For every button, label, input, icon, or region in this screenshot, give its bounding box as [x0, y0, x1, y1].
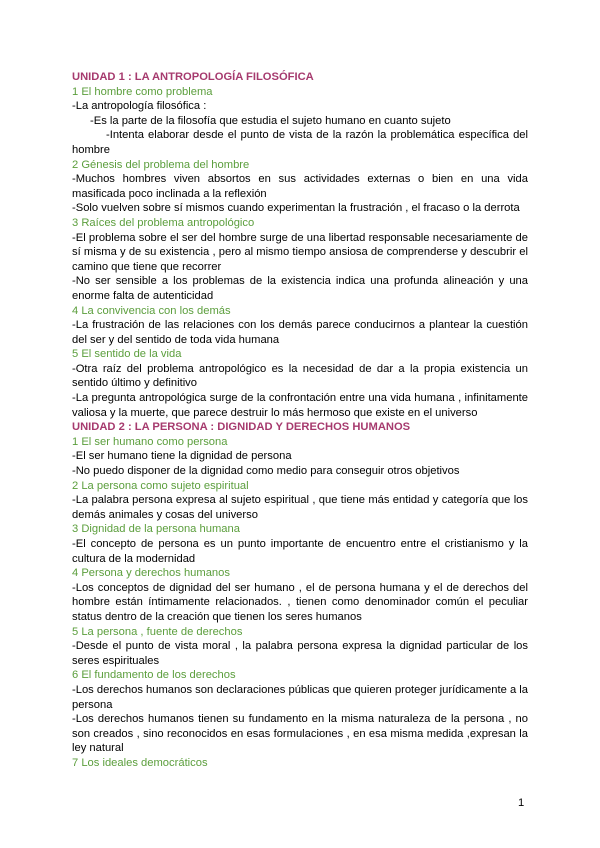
section-2-6-title: 6 El fundamento de los derechos [72, 669, 236, 682]
paragraph: -No puedo disponer de la dignidad como medio para conseguir otros objetivos [72, 465, 460, 478]
page-number: 1 [518, 797, 525, 809]
paragraph: -Solo vuelven sobre sí mismos cuando experimentan la frustración , el fracaso o la derrota [72, 202, 520, 215]
paragraph: -La frustración de las relaciones con los demás parece conducirnos a plantear la cuestión del ser y del sentido de toda vida humana [72, 319, 528, 346]
paragraph: -El problema sobre el ser del hombre surge de una libertad responsable necesariamente de sí misma y de su existencia , pero al mismo tiempo ansiosa de comprenderse y descubrir el camino que tiene que recorrer [72, 231, 528, 273]
paragraph: -La palabra persona expresa al sujeto espiritual , que tiene más entidad y categoría que los demás animales y cosas del universo [72, 494, 528, 521]
unit-2-title: UNIDAD 2 : LA PERSONA : DIGNIDAD Y DERECHOS HUMANOS [72, 421, 411, 434]
section-2-7-title: 7 Los ideales democráticos [72, 756, 208, 769]
unit-1-title: UNIDAD 1 : LA ANTROPOLOGÍA FILOSÓFICA [72, 71, 314, 83]
section-2-4-title: 4 Persona y derechos humanos [72, 567, 230, 580]
section-1-1-title: 1 El hombre como problema [72, 85, 213, 98]
section-1-4-title: 4 La convivencia con los demás [72, 304, 231, 317]
section-2-5-title: 5 La persona , fuente de derechos [72, 625, 243, 638]
paragraph: -Los derechos humanos son declaraciones públicas que quieren proteger jurídicamente a la persona [72, 683, 528, 711]
paragraph: -Desde el punto de vista moral , la palabra persona expresa la dignidad particular de los seres espirituales [72, 640, 528, 667]
paragraph: -El ser humano tiene la dignidad de persona [72, 450, 292, 463]
section-2-1-title: 1 El ser humano como persona [72, 435, 228, 448]
paragraph: -Otra raíz del problema antropológico es la necesidad de dar a la propia existencia un sentido último y definitivo [72, 362, 528, 390]
paragraph: -Los derechos humanos tienen su fundamento en la misma naturaleza de la persona , no son creados , sino reconocidos en esas formulaciones , en esa misma medida ,expresan la ley natural [72, 713, 528, 755]
section-2-3-title: 3 Dignidad de la persona humana [72, 523, 240, 536]
paragraph: -La antropología filosófica : [72, 100, 207, 113]
paragraph: -El concepto de persona es un punto importante de encuentro entre el cristianismo y la cultura de la modernidad [72, 538, 528, 565]
paragraph: -Muchos hombres viven absortos en sus actividades externas o bien en una vida masificada poco inclinada a la reflexión [72, 173, 528, 200]
section-2-2-title: 2 La persona como sujeto espiritual [72, 479, 249, 492]
paragraph: -La pregunta antropológica surge de la confrontación entre una vida humana , infinitamente valiosa y la muerte, que parece destruir lo más hermoso que existe en el universo [72, 392, 528, 419]
paragraph: -Es la parte de la filosofía que estudia el sujeto humano en cuanto sujeto [90, 114, 451, 127]
section-1-3-title: 3 Raíces del problema antropológico [72, 216, 255, 229]
section-1-2-title: 2 Génesis del problema del hombre [72, 158, 250, 171]
section-1-5-title: 5 El sentido de la vida [72, 348, 182, 361]
paragraph: -Intenta elaborar desde el punto de vista de la razón la problemática específica del hombre [72, 129, 528, 156]
paragraph: -Los conceptos de dignidad del ser humano , el de persona humana y el de derechos del hombre están íntimamente relacionados. , tienen como denominador común el peculiar status dentro de la creación que tienen los seres humanos [72, 581, 528, 623]
document-page [72, 70, 528, 771]
paragraph: -No ser sensible a los problemas de la existencia indica una profunda alineación y una enorme falta de autenticidad [72, 275, 528, 302]
